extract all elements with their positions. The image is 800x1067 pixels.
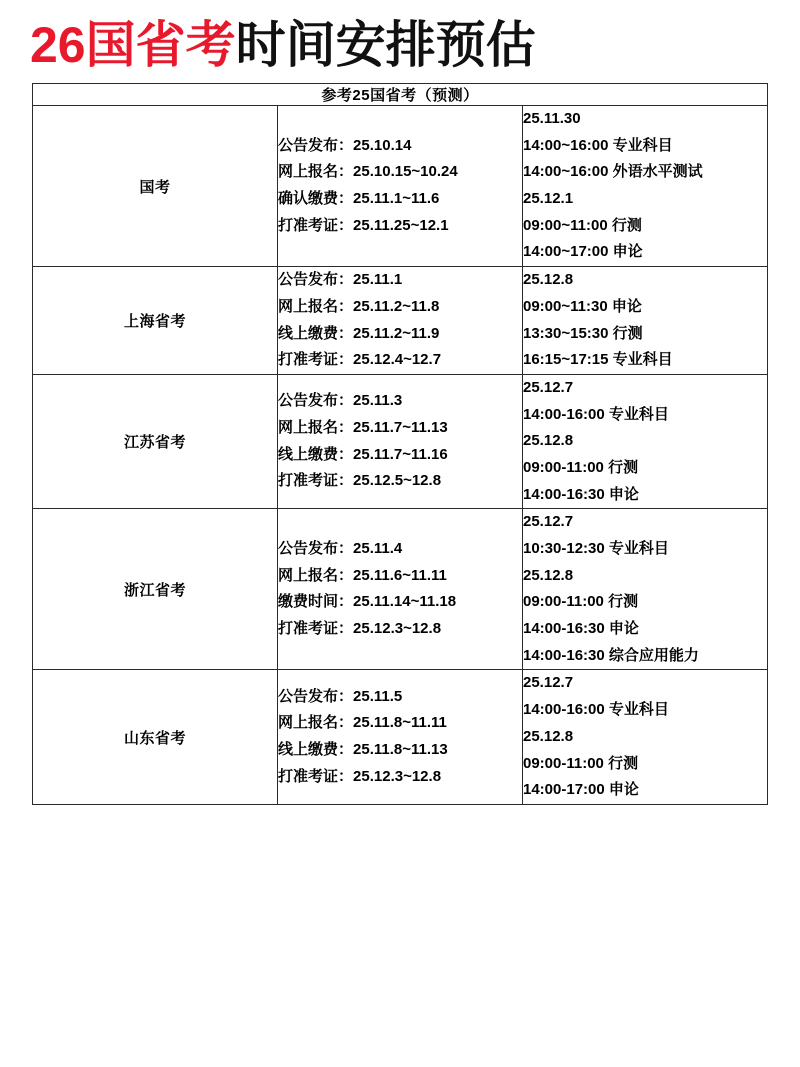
process-separator: ： [338, 687, 354, 705]
process-value: 25.11.25~12.1 [353, 216, 449, 234]
process-separator: ： [338, 741, 354, 759]
process-value: 25.12.3~12.8 [353, 767, 442, 785]
process-separator: ： [338, 271, 354, 289]
process-line [278, 442, 522, 469]
process-separator: ： [338, 540, 354, 557]
process-line [278, 764, 522, 791]
exam-line: 25.12.7 [523, 674, 574, 692]
process-label: 确认缴费 [278, 190, 339, 208]
exam-cell [523, 267, 768, 375]
table-row [33, 267, 768, 375]
process-cell [278, 670, 523, 804]
process-label: 线上缴费 [278, 324, 339, 342]
exam-line: 25.12.8 [523, 727, 574, 745]
table-row [33, 670, 768, 804]
process-line [278, 388, 522, 415]
table-header-row [33, 84, 768, 106]
process-separator: ： [338, 767, 354, 785]
process-label: 打准考证 [278, 351, 339, 369]
process-value: 25.10.14 [353, 136, 412, 154]
process-cell [278, 267, 523, 375]
process-line [278, 415, 522, 442]
page-title [0, 0, 800, 83]
process-separator: ： [338, 620, 354, 638]
process-label: 打准考证 [278, 620, 339, 638]
exam-line: 14:00~17:00 申论 [523, 243, 643, 261]
process-value: 25.11.2~11.9 [353, 324, 440, 342]
process-label: 网上报名 [278, 714, 339, 732]
process-label: 线上缴费 [278, 741, 339, 759]
exam-line: 25.12.7 [523, 378, 574, 396]
process-value: 25.11.2~11.8 [353, 297, 440, 315]
process-separator: ： [338, 163, 354, 181]
exam-line: 09:00-11:00 行测 [523, 593, 639, 611]
process-line [278, 133, 522, 160]
process-value: 25.11.3 [353, 392, 403, 410]
exam-line: 25.11.30 [523, 110, 581, 127]
exam-line: 25.12.1 [523, 190, 574, 208]
process-value: 25.11.4 [353, 540, 403, 557]
process-separator: ： [338, 351, 354, 369]
process-value: 25.11.8~11.11 [353, 714, 447, 732]
process-label: 线上缴费 [278, 445, 339, 463]
exam-line: 14:00-16:00 专业科目 [523, 701, 669, 719]
exam-line: 09:00~11:00 行测 [523, 216, 642, 234]
table-row [33, 106, 768, 267]
process-separator: ： [338, 714, 354, 732]
exam-line: 10:30-12:30 专业科目 [523, 540, 669, 557]
region-label: 山东省考 [33, 670, 278, 804]
process-separator: ： [338, 566, 354, 584]
exam-cell [523, 509, 768, 670]
process-line [278, 563, 522, 590]
process-label: 公告发布 [278, 136, 339, 154]
process-cell [278, 106, 523, 267]
process-label: 网上报名 [278, 163, 339, 181]
process-separator: ： [338, 445, 354, 463]
schedule-table [32, 83, 768, 805]
exam-line: 16:15~17:15 专业科目 [523, 351, 673, 369]
process-value: 25.11.6~11.11 [353, 566, 447, 584]
exam-line: 14:00-17:00 申论 [523, 781, 639, 799]
exam-line: 25.12.8 [523, 566, 574, 584]
process-line [278, 737, 522, 764]
process-label: 公告发布 [278, 392, 339, 410]
process-separator: ： [338, 472, 354, 490]
process-value: 25.12.3~12.8 [353, 620, 442, 638]
process-value: 25.11.1~11.6 [353, 190, 440, 208]
process-line [278, 347, 522, 374]
process-separator: ： [338, 297, 354, 315]
region-label: 国考 [33, 106, 278, 267]
process-label: 公告发布 [278, 540, 339, 557]
table-row [33, 509, 768, 670]
exam-cell [523, 670, 768, 804]
page-title-rest: 时间安排预估 [235, 17, 536, 73]
exam-line: 14:00~16:00 专业科目 [523, 136, 673, 154]
process-line [278, 186, 522, 213]
process-line [278, 536, 522, 563]
process-separator: ： [338, 418, 354, 436]
exam-line: 13:30~15:30 行测 [523, 324, 643, 342]
region-label: 浙江省考 [33, 509, 278, 670]
exam-line: 14:00~16:00 外语水平测试 [523, 163, 703, 181]
process-separator: ： [338, 136, 354, 154]
process-label: 公告发布 [278, 271, 339, 289]
exam-line: 09:00-11:00 行测 [523, 754, 639, 772]
region-label: 上海省考 [33, 267, 278, 375]
process-separator: ： [338, 324, 354, 342]
process-value: 25.11.7~11.13 [353, 418, 448, 436]
exam-line: 25.12.7 [523, 513, 574, 531]
exam-line: 25.12.8 [523, 432, 574, 450]
exam-line: 14:00-16:30 申论 [523, 620, 639, 638]
process-value: 25.11.1 [353, 271, 403, 289]
process-value: 25.11.5 [353, 687, 403, 705]
process-line [278, 159, 522, 186]
table-header-cell: 参考25国省考（预测） [33, 84, 768, 106]
schedule-table-wrapper [0, 83, 800, 805]
process-line [278, 589, 522, 616]
process-cell [278, 509, 523, 670]
process-label: 打准考证 [278, 216, 339, 234]
process-line [278, 294, 522, 321]
process-value: 25.11.14~11.18 [353, 593, 457, 611]
exam-line: 14:00-16:30 综合应用能力 [523, 646, 699, 664]
schedule-table-body [33, 84, 768, 805]
process-separator: ： [338, 216, 354, 234]
process-label: 打准考证 [278, 767, 339, 785]
process-value: 25.10.15~10.24 [353, 163, 458, 181]
page-title-highlight: 26国省考 [30, 17, 236, 73]
exam-line: 14:00-16:30 申论 [523, 485, 639, 503]
process-label: 网上报名 [278, 297, 339, 315]
table-row [33, 374, 768, 508]
process-label: 打准考证 [278, 472, 339, 490]
process-line [278, 321, 522, 348]
exam-line: 09:00~11:30 申论 [523, 297, 642, 315]
exam-line: 25.12.8 [523, 271, 574, 289]
process-value: 25.11.8~11.13 [353, 741, 448, 759]
exam-cell [523, 374, 768, 508]
process-line [278, 616, 522, 643]
process-separator: ： [338, 190, 354, 208]
process-value: 25.12.5~12.8 [353, 472, 442, 490]
process-value: 25.11.7~11.16 [353, 445, 448, 463]
exam-line: 09:00-11:00 行测 [523, 458, 639, 476]
process-value: 25.12.4~12.7 [353, 351, 442, 369]
region-label: 江苏省考 [33, 374, 278, 508]
process-label: 网上报名 [278, 566, 339, 584]
bottom-spacer [0, 805, 800, 823]
process-line [278, 468, 522, 495]
process-line [278, 213, 522, 240]
process-line [278, 710, 522, 737]
process-separator: ： [338, 392, 354, 410]
process-label: 网上报名 [278, 418, 339, 436]
process-label: 公告发布 [278, 687, 339, 705]
exam-cell [523, 106, 768, 267]
process-separator: ： [338, 593, 354, 611]
process-label: 缴费时间 [278, 593, 339, 611]
process-cell [278, 374, 523, 508]
process-line [278, 684, 522, 711]
exam-line: 14:00-16:00 专业科目 [523, 405, 669, 423]
process-line [278, 267, 522, 294]
